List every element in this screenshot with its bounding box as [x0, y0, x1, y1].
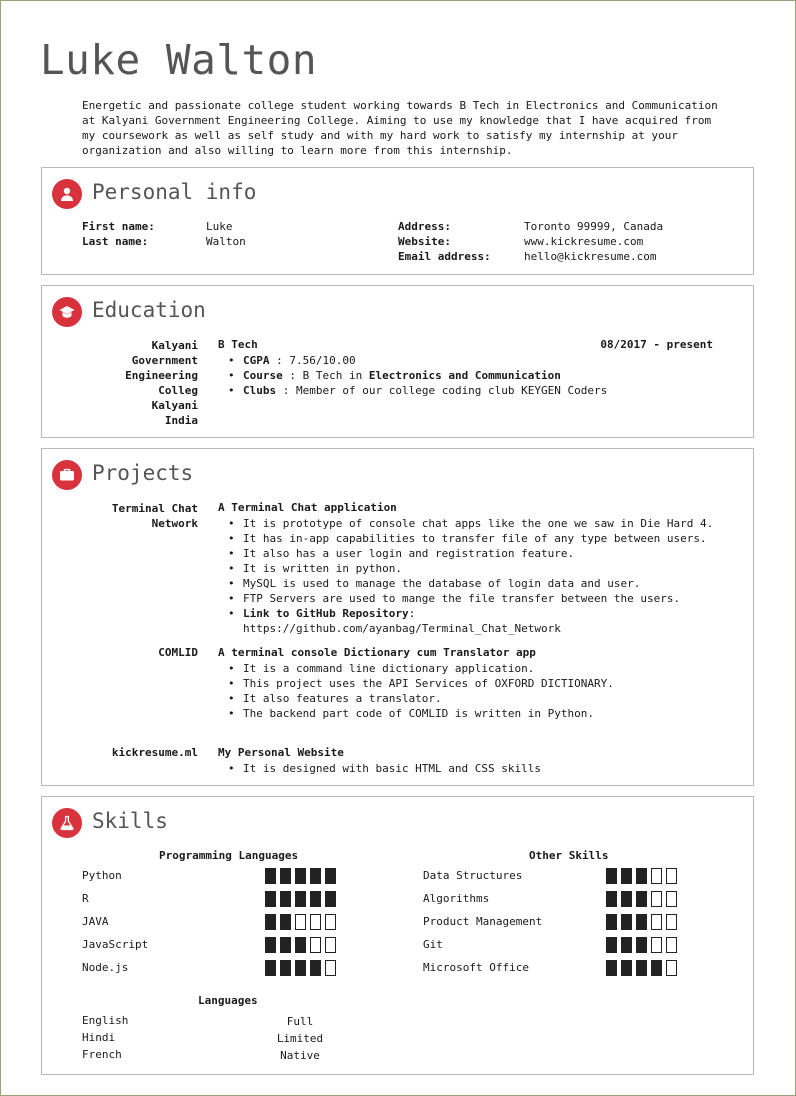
candidate-name: Luke Walton [40, 36, 318, 84]
email-label: Email address: [398, 250, 491, 263]
project-heading: My Personal Website [218, 746, 344, 759]
institution-line: India [164, 414, 198, 427]
skills-section [41, 796, 754, 1075]
list-item: • It also has a user login and registration feature. [218, 546, 713, 561]
list-item: • Link to GitHub Repository: [218, 606, 713, 621]
level-block-empty [325, 914, 336, 930]
skill-name: JAVA [82, 915, 109, 928]
skill-level-bars [606, 914, 677, 930]
section-title: Skills [92, 809, 168, 833]
project-name [112, 501, 198, 531]
institution-line: Government [131, 354, 198, 367]
project-heading: A terminal console Dictionary cum Translator app [218, 646, 536, 659]
language-level: Limited [276, 1032, 324, 1045]
list-item: • It is prototype of console chat apps like the one we saw in Die Hard 4. [218, 516, 713, 531]
list-item: • It has in-app capabilities to transfer file of any type between users. [218, 531, 713, 546]
level-block-empty [325, 937, 336, 953]
language-name: French [82, 1048, 122, 1061]
languages-heading: Languages [198, 994, 258, 1007]
flask-icon [52, 808, 82, 838]
project-bullets [218, 761, 541, 776]
skill-level-bars [606, 891, 677, 907]
level-block-filled [636, 891, 647, 907]
list-item: • Course : B Tech in Electronics and Communication [218, 368, 607, 383]
last-name-label: Last name: [82, 235, 149, 248]
skill-name: Product Management [423, 915, 543, 928]
level-block-filled [636, 960, 647, 976]
level-block-filled [265, 868, 276, 884]
project-name: COMLID [158, 646, 198, 659]
level-block-empty [666, 914, 677, 930]
skill-level-bars [265, 960, 336, 976]
skill-level-bars [265, 937, 336, 953]
level-block-filled [280, 914, 291, 930]
level-block-filled [310, 960, 321, 976]
email-value[interactable]: hello@kickresume.com [524, 250, 657, 263]
level-block-filled [280, 891, 291, 907]
graduation-cap-icon [52, 297, 82, 327]
level-block-filled [621, 914, 632, 930]
project-name-line: Network [151, 517, 198, 530]
level-block-filled [606, 868, 617, 884]
level-block-empty [651, 891, 662, 907]
level-block-filled [310, 891, 321, 907]
level-block-filled [636, 868, 647, 884]
institution-line: Colleg [158, 384, 198, 397]
skill-level-bars [265, 868, 336, 884]
level-block-empty [651, 937, 662, 953]
project-name-line: Terminal Chat [111, 502, 198, 515]
level-block-filled [295, 891, 306, 907]
level-block-filled [325, 891, 336, 907]
skill-level-bars [265, 914, 336, 930]
level-block-filled [621, 868, 632, 884]
programming-heading: Programming Languages [159, 849, 299, 862]
level-block-filled [606, 891, 617, 907]
level-block-empty [310, 914, 321, 930]
skill-name: Data Structures [423, 869, 523, 882]
institution-line: Kalyani [151, 339, 198, 352]
list-item: • FTP Servers are used to mange the file transfer between the users. [218, 591, 713, 606]
list-item: • MySQL is used to manage the database of login data and user. [218, 576, 713, 591]
level-block-filled [606, 937, 617, 953]
level-block-filled [606, 960, 617, 976]
section-title: Personal info [92, 180, 257, 204]
level-block-filled [295, 960, 306, 976]
level-block-empty [295, 914, 306, 930]
level-block-filled [651, 960, 662, 976]
level-block-empty [666, 937, 677, 953]
projects-section [41, 448, 754, 786]
first-name-label: First name: [82, 220, 155, 233]
education-dates: 08/2017 - present [600, 338, 713, 351]
list-item: • It is written in python. [218, 561, 713, 576]
level-block-filled [621, 960, 632, 976]
skill-name: Microsoft Office [423, 961, 529, 974]
other-skills-heading: Other Skills [529, 849, 609, 862]
level-block-filled [325, 868, 336, 884]
address-value: Toronto 99999, Canada [524, 220, 664, 233]
level-block-filled [636, 914, 647, 930]
skill-level-bars [606, 937, 677, 953]
education-section [41, 285, 754, 438]
level-block-filled [621, 891, 632, 907]
level-block-empty [666, 960, 677, 976]
list-item: • The backend part code of COMLID is written in Python. [218, 706, 614, 721]
level-block-filled [621, 937, 632, 953]
list-item: • CGPA : 7.56/10.00 [218, 353, 607, 368]
institution-line: Kalyani [151, 399, 198, 412]
level-block-filled [295, 937, 306, 953]
project-bullets [218, 661, 614, 721]
language-name: English [82, 1014, 129, 1027]
website-label: Website: [398, 235, 451, 248]
section-title: Education [92, 298, 206, 322]
level-block-empty [666, 868, 677, 884]
level-block-filled [280, 960, 291, 976]
level-block-filled [295, 868, 306, 884]
list-item: • It is designed with basic HTML and CSS skills [218, 761, 541, 776]
language-level: Full [286, 1015, 314, 1028]
skill-name: JavaScript [82, 938, 149, 951]
skill-name: Algorithms [423, 892, 490, 905]
section-title: Projects [92, 461, 194, 485]
address-label: Address: [398, 220, 451, 233]
level-block-filled [265, 891, 276, 907]
level-block-filled [280, 937, 291, 953]
list-item: • This project uses the API Services of OXFORD DICTIONARY. [218, 676, 614, 691]
level-block-empty [310, 937, 321, 953]
level-block-empty [666, 891, 677, 907]
language-name: Hindi [82, 1031, 116, 1044]
skill-name: Python [82, 869, 122, 882]
level-block-filled [310, 868, 321, 884]
education-details [218, 353, 607, 398]
skill-name: Git [423, 938, 443, 951]
skill-level-bars [606, 960, 677, 976]
level-block-empty [651, 914, 662, 930]
last-name-value: Walton [206, 235, 246, 248]
list-item: • It also features a translator. [218, 691, 614, 706]
degree: B Tech [218, 338, 258, 351]
personal-info-section [41, 167, 754, 275]
level-block-filled [280, 868, 291, 884]
first-name-value: Luke [206, 220, 233, 233]
skill-level-bars [265, 891, 336, 907]
level-block-filled [636, 937, 647, 953]
github-link[interactable]: https://github.com/ayanbag/Terminal_Chat_Network [243, 622, 561, 635]
institution-line: Engineering [125, 369, 198, 382]
level-block-filled [265, 914, 276, 930]
website-value[interactable]: www.kickresume.com [524, 235, 644, 248]
list-item: • Clubs : Member of our college coding club KEYGEN Coders [218, 383, 607, 398]
skill-name: R [82, 892, 89, 905]
language-level: Native [280, 1049, 320, 1062]
briefcase-icon [52, 460, 82, 490]
list-item: • It is a command line dictionary application. [218, 661, 614, 676]
level-block-empty [325, 960, 336, 976]
level-block-empty [651, 868, 662, 884]
skill-name: Node.js [82, 961, 129, 974]
project-heading: A Terminal Chat application [218, 501, 397, 514]
level-block-filled [265, 960, 276, 976]
project-bullets [218, 516, 713, 636]
level-block-filled [606, 914, 617, 930]
project-name: kickresume.ml [111, 746, 198, 759]
skill-level-bars [606, 868, 677, 884]
institution [125, 338, 198, 428]
level-block-filled [265, 937, 276, 953]
summary: Energetic and passionate college student working towards B Tech in Electronics and Communication at Kalyani Government Engineering College. Aiming to use my knowledge that I have acquired from my coursework as well as self study and with my hard work to satisfy my internship at your organization and also willing to learn more from this internship. [82, 99, 718, 157]
user-icon [52, 179, 82, 209]
